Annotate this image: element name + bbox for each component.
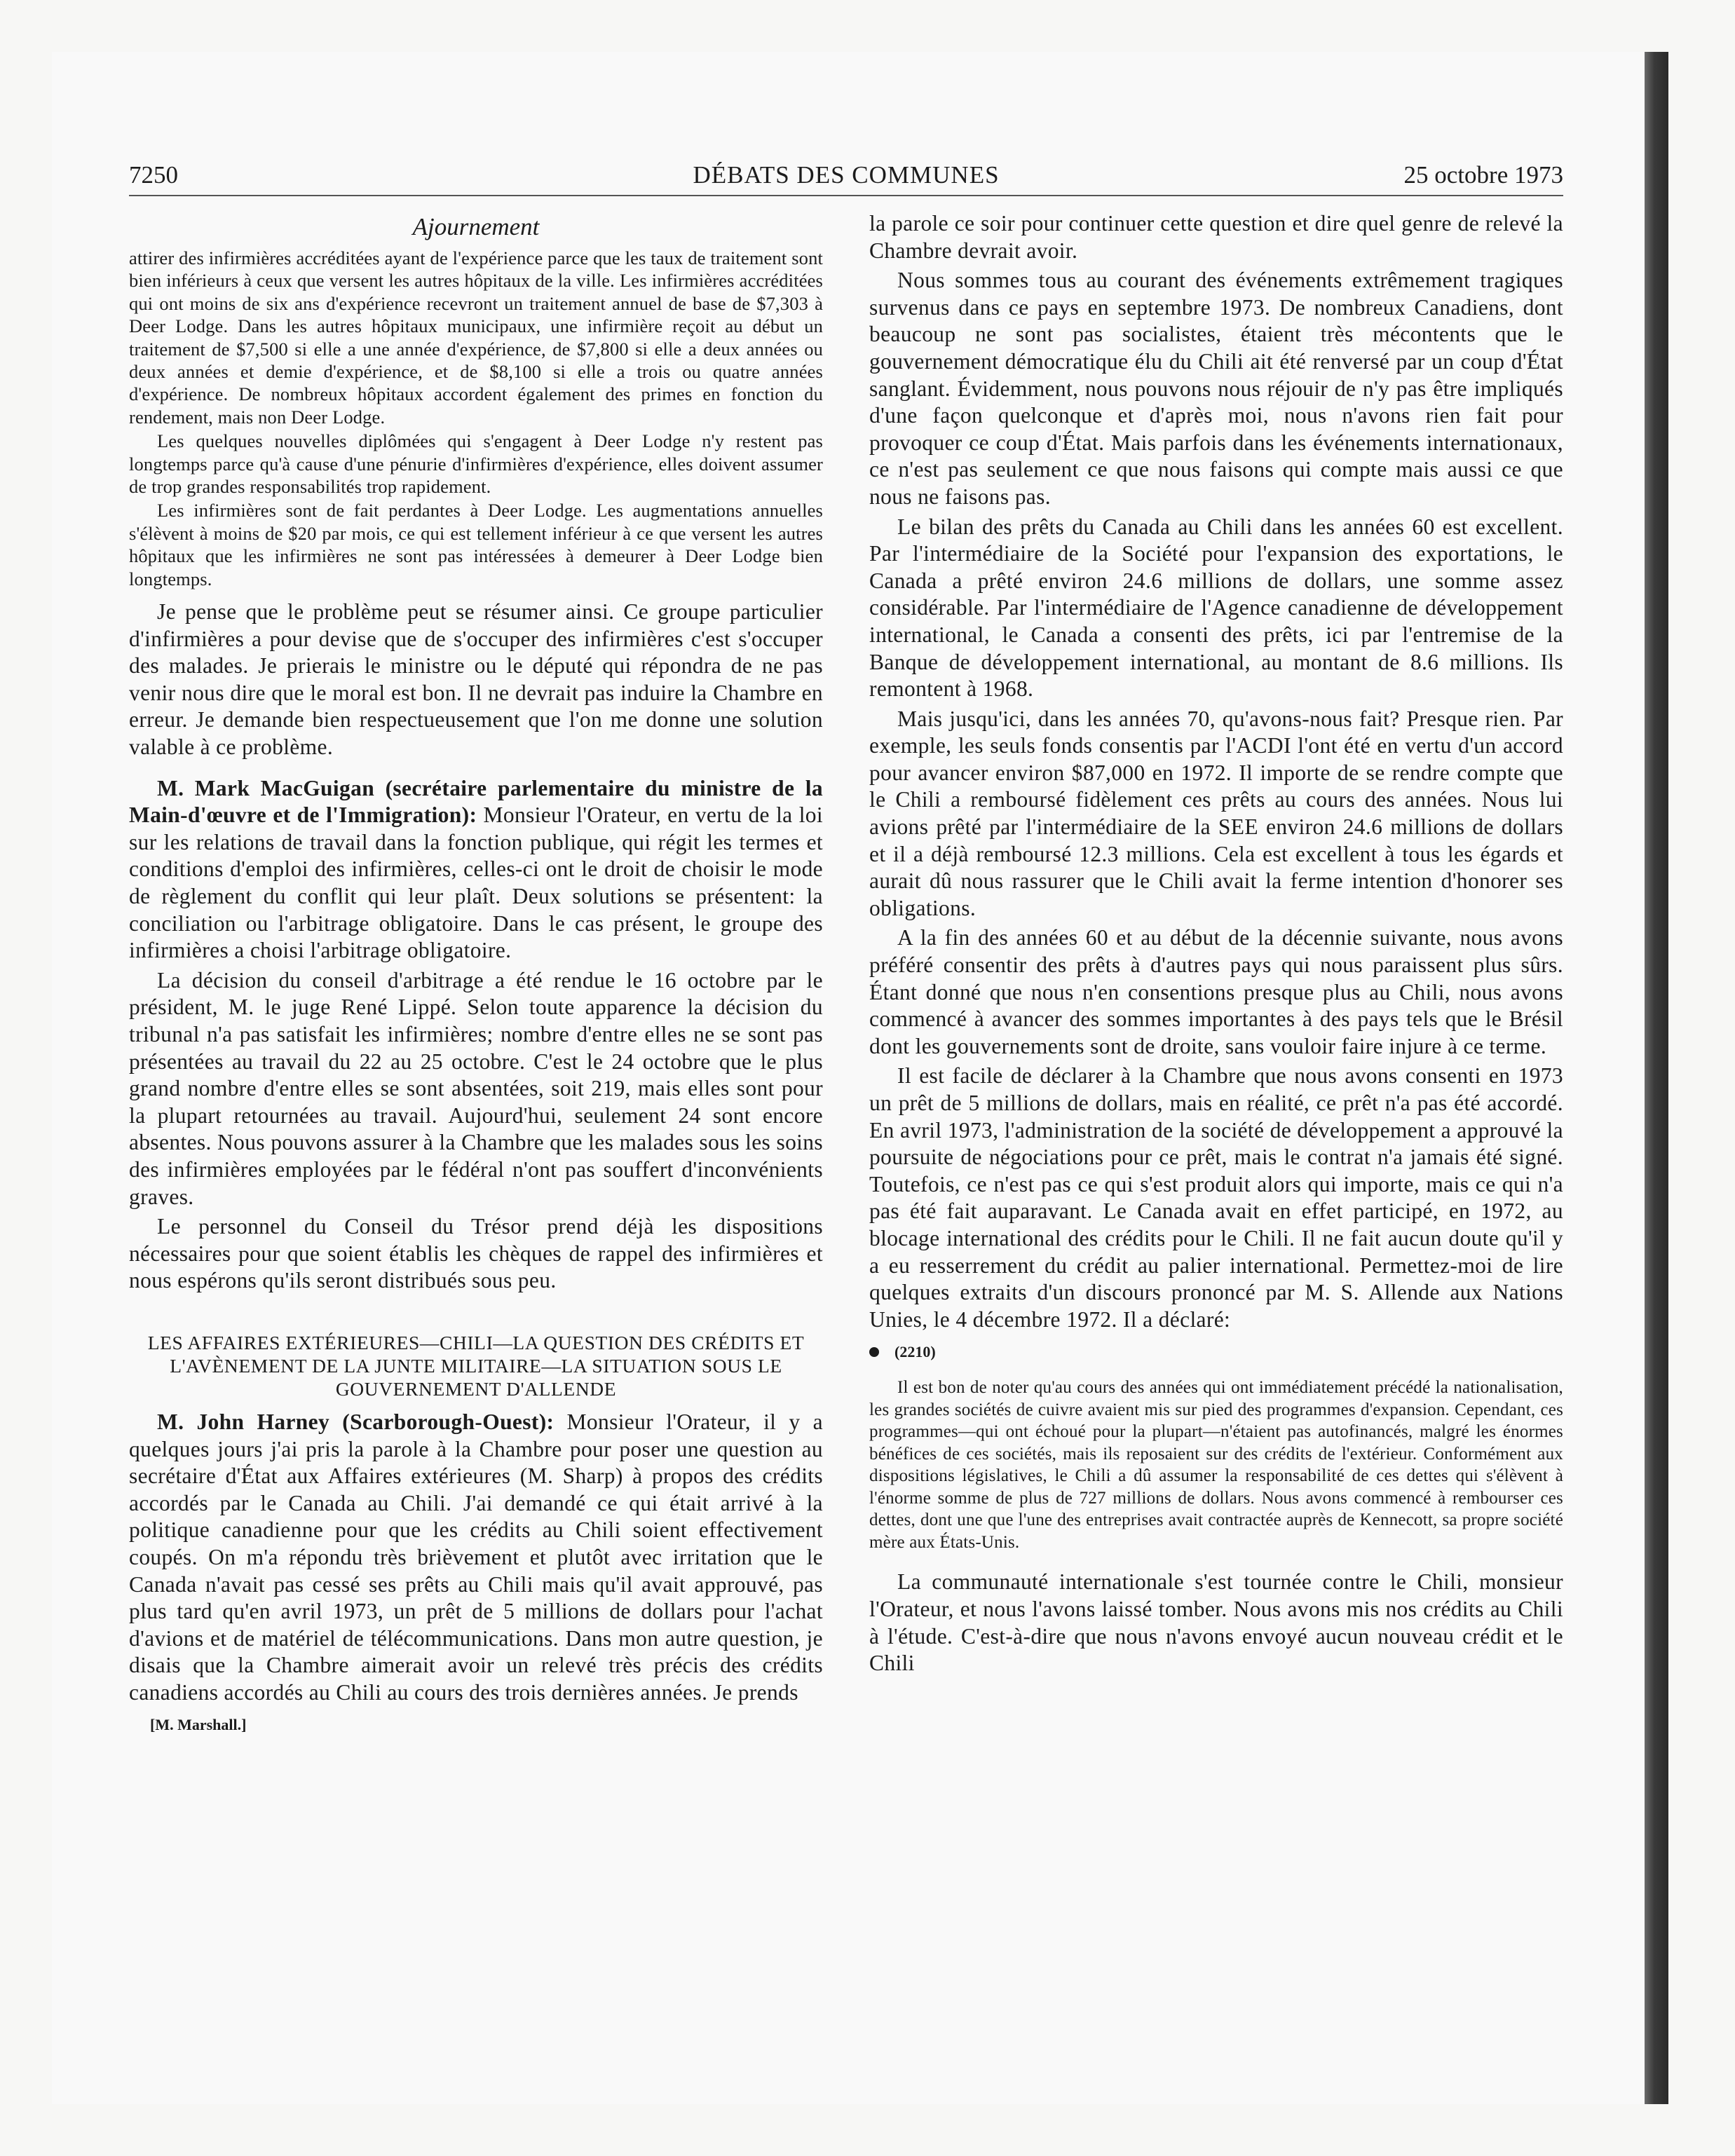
subject-heading: LES AFFAIRES EXTÉRIEURES—CHILI—LA QUESTION DES CRÉDITS ET L'AVÈNEMENT DE LA JUNTE MILITAIRE—LA SITUATION SOUS LE GOUVERNEMENT D'ALLENDE bbox=[147, 1331, 805, 1400]
right-column bbox=[869, 210, 1563, 2033]
small-paragraph-graduates: Les quelques nouvelles diplômées qui s'engagent à Deer Lodge n'y restent pas longtemps parce qu'à cause d'une pénurie d'infirmières d'expérience, elles doivent assumer de trop grandes responsabilités trop rapidement. bbox=[129, 430, 823, 498]
small-paragraph-losses: Les infirmières sont de fait perdantes à Deer Lodge. Les augmentations annuelles s'élèvent à moins de $20 par mois, ce qui est tellement inférieur à ce que versent les autres hôpitaux que les infirmières ne sont pas intéressées à demeurer à Deer Lodge bien longtemps. bbox=[129, 500, 823, 589]
paragraph-loans-60s: Le bilan des prêts du Canada au Chili dans les années 60 est excellent. Par l'intermédiaire de la Société pour l'expansion des exportations, le Canada a prêté environ 24.6 millions de dollars, une somme assez considérable. Par l'intermédiaire de l'Agence canadienne de développement international, le Canada a consenti des prêts, ici par l'entremise de la Banque de développement international, au montant de 8.6 millions. Ils remontent à 1968. bbox=[869, 514, 1563, 702]
time-marker bbox=[869, 1343, 1563, 1361]
paragraph-decade: A la fin des années 60 et au début de la décennie suivante, nous avons préféré consentir des prêts à d'autres pays qui nous paraissent plus sûrs. Étant donné que nous n'en consentions presque plus au Chili, nous avons commencé à avancer des sommes importantes à des pays tels que le Brésil dont les gouvernements sont de droite, sans vouloir faire injure à ce terme. bbox=[869, 925, 1563, 1058]
paragraph-continuation: la parole ce soir pour continuer cette question et dire quel genre de relevé la Chambre devrait avoir. bbox=[869, 211, 1563, 263]
left-column bbox=[129, 210, 823, 2033]
speech-harney bbox=[129, 1409, 823, 1707]
paragraph-1973: Il est facile de déclarer à la Chambre que nous avons consenti en 1973 un prêt de 5 millions de dollars, mais en réalité, ce prêt n'a pas été accordé. En avril 1973, l'administration de la société de développement a approuvé la poursuite de négociations pour ce prêt, mais le contrat n'a jamais été signé. Toutefois, ce n'est pas ce qui s'est produit alors qui importe, mais ce qui n'a pas été fait auparavant. Le Canada avait en effet participé, en 1972, au blocage international des crédits pour le Chili. Il ne fait aucun doute qu'il y a eu resserrement du crédit au palier international. Permettez-moi de lire quelques extraits d'un discours prononcé par M. S. Allende aux Nations Unies, le 4 décembre 1972. Il a déclaré: bbox=[869, 1063, 1563, 1332]
paragraph-decision: La décision du conseil d'arbitrage a été rendue le 16 octobre par le président, M. le juge René Lippé. Selon toute apparence la décision du tribunal n'a pas satisfait les infirmières; nombre d'entre elles ne se sont pas présentées au travail du 22 au 25 octobre. C'est le 24 octobre que le plus grand nombre d'entre elles se sont absentées, soit 219, mais elles sont pour la plupart retournées au travail. Aujourd'hui, seulement 24 sont encore absentes. Nous pouvons assurer à la Chambre que les malades sous les soins des infirmières employées par le fédéral n'ont pas souffert d'inconvénients graves. bbox=[129, 967, 823, 1209]
paragraph-treasury: Le personnel du Conseil du Trésor prend déjà les dispositions nécessaires pour que soient établis les chèques de rappel des infirmières et nous espérons qu'ils seront distribués sous peu. bbox=[129, 1214, 823, 1293]
section-gap bbox=[129, 1295, 823, 1331]
journal-title: DÉBATS DES COMMUNES bbox=[693, 161, 1000, 189]
paragraph-problem: Je pense que le problème peut se résumer ainsi. Ce groupe particulier d'infirmières a pour devise que de s'occuper des infirmières c'est s'occuper des malades. Je prierais le ministre ou le député qui répondra de ne pas venir nous dire que le moral est bon. Il ne devrait pas induire la Chambre en erreur. Je demande bien respectueusement que l'on me donne une solution valable à ce problème. bbox=[129, 599, 823, 760]
speaker-harney: M. John Harney (Scarborough-Ouest): bbox=[157, 1409, 554, 1434]
speaker-macguigan: M. Mark MacGuigan (secrétaire parlementaire du ministre de la Main-d'œuvre et de l'Immigration): bbox=[129, 775, 823, 828]
small-paragraph-salaries: attirer des infirmières accréditées ayant de l'expérience parce que les taux de traitement sont bien inférieurs à ceux que versent les autres hôpitaux de la ville. Les infirmières accréditées qui ont moins de six ans d'expérience recevront un traitement annuel de base de $7,303 à Deer Lodge. Dans les autres hôpitaux municipaux, une infirmière reçoit au début un traitement de $7,500 si elle a une année d'expérience, de $7,800 si elle a deux années ou deux années et demie d'expérience, et de $8,100 si elle a trois ou quatre années d'expérience. De nombreux hôpitaux accordent également des primes en fonction du rendement, mais non Deer Lodge. bbox=[129, 247, 823, 428]
bullet-dot-icon bbox=[869, 1347, 879, 1357]
speech-harney-text: Monsieur l'Orateur, il y a quelques jours j'ai pris la parole à la Chambre pour poser une question au secrétaire d'État aux Affaires extérieures (M. Sharp) à propos des crédits accordés par le Canada au Chili. J'ai demandé ce qui était arrivé à la politique canadienne pour que les crédits au Chili soient effectivement coupés. On m'a répondu très brièvement et plutôt avec irritation que le Canada n'avait pas cessé ses prêts au Chili mais qu'il avait approuvé, pas plus tard qu'en avril 1973, un prêt de 5 millions de dollars pour l'achat d'avions et de matériel de télécommunications. Dans mon autre question, je disais que la Chambre aimerait avoir un relevé très précis des crédits canadiens accordés au Chili au cours des trois dernières années. Je prends bbox=[129, 1409, 823, 1705]
paragraph-loans-70s: Mais jusqu'ici, dans les années 70, qu'avons-nous fait? Presque rien. Par exemple, les seuls fonds consentis par l'ACDI l'ont été en vertu d'un accord pour avancer environ $87,000 en 1972. Il importe de se rendre compte que le Chili a remboursé fidèlement ces prêts au cours des années. Nous lui avions prêté par l'intermédiaire de la SEE environ 24.6 millions de dollars et il a déjà remboursé 12.3 millions. Cela est excellent à tous les égards et aurait dû nous rassurer que le Chili avait la ferme intention d'honorer ses obligations. bbox=[869, 706, 1563, 920]
speech-macguigan-text: Monsieur l'Orateur, en vertu de la loi sur les relations de travail dans la fonction publique, qui régit les termes et conditions d'emploi des infirmières, celles-ci ont le droit de choisir le mode de règlement du conflit qui leur plaît. Deux solutions se présentent: la conciliation ou l'arbitrage obligatoire. Dans le cas présent, le groupe des infirmières a choisi l'arbitrage obligatoire. bbox=[129, 803, 823, 963]
quote-allende: Il est bon de noter qu'au cours des années qui ont immédiatement précédé la nationalisation, les grandes sociétés de cuivre avaient mis sur pied des programmes d'expansion. Cependant, ces programmes—qui ont échoué pour la plupart—n'étaient pas autofinancés, malgré les énormes bénéfices de ces sociétés, mais ils reposaient sur des crédits de l'extérieur. Conformément aux dispositions législatives, le Chili a dû assumer la responsabilité de ces dettes qui s'élèvent à l'énorme somme de plus de 727 millions de dollars. Nous avons commencé à rembourser ces dettes, dont une que l'une des entreprises avait contractée auprès de Kennecott, sa propre société mère aux États-Unis. bbox=[869, 1378, 1563, 1552]
paragraph-events: Nous sommes tous au courant des événements extrêmement tragiques survenus dans ce pays en septembre 1973. De nombreux Canadiens, dont beaucoup ne sont pas socialistes, étaient très mécontents que le gouvernement démocratique élu du Chili ait été renversé par un coup d'État sanglant. Évidemment, nous pouvons nous réjouir de n'y pas être impliqués d'une façon quelconque et d'après moi, nous n'avons rien fait pour provoquer ce coup d'État. Mais parfois dans les événements internationaux, ce n'est pas seulement ce que nous faisons qui compte mais aussi ce que nous ne faisons pas. bbox=[869, 268, 1563, 509]
speech-macguigan bbox=[129, 775, 823, 964]
section-title: Ajournement bbox=[412, 213, 540, 240]
issue-date: 25 octobre 1973 bbox=[1403, 161, 1563, 189]
running-header bbox=[129, 161, 1563, 196]
speaker-attribution: [M. Marshall.] bbox=[150, 1716, 247, 1734]
paragraph-community: La communauté internationale s'est tournée contre le Chili, monsieur l'Orateur, et nous l'avons laissé tomber. Nous avons mis nos crédits au Chili à l'étude. C'est-à-dire que nous n'avons envoyé aucun nouveau crédit et le Chili bbox=[869, 1569, 1563, 1676]
binding-edge bbox=[1645, 52, 1668, 2104]
time-marker-text: (2210) bbox=[894, 1343, 936, 1361]
page-number: 7250 bbox=[129, 161, 178, 189]
